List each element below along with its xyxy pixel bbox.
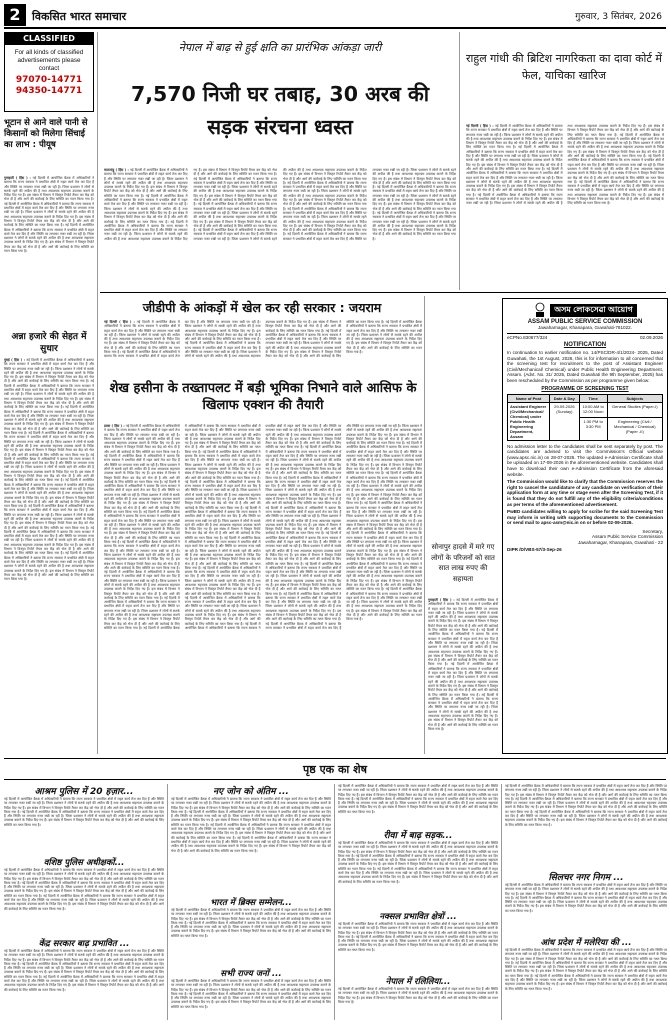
naye-body: नई दिल्ली में आयोजित बैठक में अधिकारियों ने बताया कि राज्य सरकार ने प्रभावित क्षेत्रों में राहत कार्य तेज कर दिए हैं और स्थिति पर लगातार नजर रखी जा रही है। जिला प्रशासन ने लोगों से सतर्क रहने की अपील की है तथा आवश्यक सहायता उपलब्ध कराने के निर्देश दिए गए हैं। इस संबंध में विभाग ने विस्तृत रिपोर्ट तैयार कर केंद्र को भेज दी है और आगे की कार्रवाई के लिए समिति का गठन किया गया है। नई दिल्ली में आयोजित बैठक में अधिकारियों ने बताया कि राज्य सरकार ने प्रभावित क्षेत्रों में राहत कार्य तेज कर दिए हैं और स्थिति पर लगातार नजर रखी जा रही है। जिला प्रशासन ने लोगों से सतर्क रहने की अपील की है तथा आवश्यक सहायता उपलब्ध कराने के निर्देश दिए गए हैं। इस संबंध में विभाग ने विस्तृत रिपोर्ट तैयार कर केंद्र को भेज दी है और आगे की कार्रवाई के लिए समिति का गठन किया गया है। नई दिल्ली में आयोजित बैठक में अधिकारियों ने बताया कि राज्य सरकार ने प्रभावित क्षेत्रों में राहत कार्य तेज कर दिए हैं और स्थिति पर लगातार नजर रखी जा रही है। जिला प्रशासन ने लोगों से सतर्क रहने की अपील की है तथा आवश्यक सहायता उपलब्ध कराने के निर्देश दिए गए हैं। इस संबंध में विभाग ने विस्तृत रिपोर्ट तैयार कर केंद्र को भेज दी है और आगे की कार्रवाई के लिए समिति का गठन किया गया है। नई दिल्ली में आयोजित बैठक में अधिकारियों ने बताया कि राज्य सरकार ने प्रभावित क्षेत्रों में राहत कार्य तेज कर दिए हैं और स्थिति पर लगातार नजर रखी जा रही है। जिला प्रशासन ने लोगों से सतर्क रहने की अपील की है तथा आवश्यक सहायता उपलब्ध कराने के निर्देश दिए गए हैं। इस संबंध में विभाग ने विस्तृत रिपोर्ट तैयार कर केंद्र को भेज दी है और आगे की कार्रवाई के लिए समिति का गठन किया गया है। (171, 797, 331, 853)
anna-body: मुंबई ( हिंस ) : नई दिल्ली में आयोजित बैठक में अधिकारियों ने बताया कि राज्य सरकार ने प्रभावित क्षेत्रों में राहत कार्य तेज कर दिए हैं और स्थिति पर लगातार नजर रखी जा रही है। जिला प्रशासन ने लोगों से सतर्क रहने की अपील की है तथा आवश्यक सहायता उपलब्ध कराने के निर्देश दिए गए हैं। इस संबंध में विभाग ने विस्तृत रिपोर्ट तैयार कर केंद्र को भेज दी है और आगे की कार्रवाई के लिए समिति का गठन किया गया है। नई दिल्ली में आयोजित बैठक में अधिकारियों ने बताया कि राज्य सरकार ने प्रभावित क्षेत्रों में राहत कार्य तेज कर दिए हैं और स्थिति पर लगातार नजर रखी जा रही है। जिला प्रशासन ने लोगों से सतर्क रहने की अपील की है तथा आवश्यक सहायता उपलब्ध कराने के निर्देश दिए गए हैं। इस संबंध में विभाग ने विस्तृत रिपोर्ट तैयार कर केंद्र को भेज दी है और आगे की कार्रवाई के लिए समिति का गठन किया गया है। नई दिल्ली में आयोजित बैठक में अधिकारियों ने बताया कि राज्य सरकार ने प्रभावित क्षेत्रों में राहत कार्य तेज कर दिए हैं और स्थिति पर लगातार नजर रखी जा रही है। जिला प्रशासन ने लोगों से सतर्क रहने की अपील की है तथा आवश्यक सहायता उपलब्ध कराने के निर्देश दिए गए हैं। इस संबंध में विभाग ने विस्तृत रिपोर्ट तैयार कर केंद्र को भेज दी है और आगे की कार्रवाई के लिए समिति का गठन किया गया है। नई दिल्ली में आयोजित बैठक में अधिकारियों ने बताया कि राज्य सरकार ने प्रभावित क्षेत्रों में राहत कार्य तेज कर दिए हैं और स्थिति पर लगातार नजर रखी जा रही है। जिला प्रशासन ने लोगों से सतर्क रहने की अपील की है तथा आवश्यक सहायता उपलब्ध कराने के निर्देश दिए गए हैं। इस संबंध में विभाग ने विस्तृत रिपोर्ट तैयार कर केंद्र को भेज दी है और आगे की कार्रवाई के लिए समिति का गठन किया गया है। नई दिल्ली में आयोजित बैठक में अधिकारियों ने बताया कि राज्य सरकार ने प्रभावित क्षेत्रों में राहत कार्य तेज कर दिए हैं और स्थिति पर लगातार नजर रखी जा रही है। जिला प्रशासन ने लोगों से सतर्क रहने की अपील की है तथा आवश्यक सहायता उपलब्ध कराने के निर्देश दिए गए हैं। इस संबंध में विभाग ने विस्तृत रिपोर्ट तैयार कर केंद्र को भेज दी है और आगे की कार्रवाई के लिए समिति का गठन किया गया है। नई दिल्ली में आयोजित बैठक में अधिकारियों ने बताया कि राज्य सरकार ने प्रभावित क्षेत्रों में राहत कार्य तेज कर दिए हैं और स्थिति पर लगातार नजर रखी जा रही है। जिला प्रशासन ने लोगों से सतर्क रहने की अपील की है तथा आवश्यक सहायता उपलब्ध कराने के निर्देश दिए गए हैं। इस संबंध में विभाग ने विस्तृत रिपोर्ट तैयार कर केंद्र को भेज दी है और आगे की कार्रवाई के लिए समिति का गठन किया गया है। नई दिल्ली में आयोजित बैठक में अधिकारियों ने बताया कि राज्य सरकार ने प्रभावित क्षेत्रों में राहत कार्य तेज कर दिए हैं और स्थिति पर लगातार नजर रखी जा रही है। जिला प्रशासन ने लोगों से सतर्क रहने की अपील की है तथा आवश्यक सहायता उपलब्ध कराने के निर्देश दिए गए हैं। इस संबंध में विभाग ने विस्तृत रिपोर्ट तैयार कर केंद्र को भेज दी है और आगे की कार्रवाई के लिए समिति का गठन किया गया है। नई दिल्ली में आयोजित बैठक में अधिकारियों ने बताया कि राज्य सरकार ने प्रभावित क्षेत्रों में राहत कार्य तेज कर दिए हैं और स्थिति पर लगातार नजर रखी जा रही है। जिला प्रशासन ने लोगों से सतर्क रहने की अपील की है तथा आवश्यक सहायता उपलब्ध कराने के निर्देश दिए गए हैं। इस संबंध में विभाग ने विस्तृत रिपोर्ट तैयार कर केंद्र को भेज दी है और आगे की कार्रवाई के लिए समिति का गठन किया गया है। नई दिल्ली में आयोजित बैठक में अधिकारियों ने बताया कि राज्य सरकार ने प्रभावित क्षेत्रों में राहत कार्य तेज कर दिए हैं और स्थिति पर लगातार नजर रखी जा रही है। जिला प्रशासन ने लोगों से सतर्क रहने की अपील की है तथा आवश्यक सहायता उपलब्ध कराने के निर्देश दिए गए हैं। इस संबंध में विभाग ने विस्तृत रिपोर्ट तैयार कर केंद्र को भेज दी है और आगे की कार्रवाई के लिए समिति का गठन किया गया है। (4, 358, 94, 582)
column-divider (167, 784, 168, 1020)
table-cell-subject: General Studies (Paper-I) (607, 402, 662, 418)
apsc-notice-body: In continuation to earlier notification no. 14/PSC/DR-4/1/2024- 2025, Dated Guwahati, the 1st August, 2026, this is for information to all concerned that the screening test for recruitment to the post of Assistant Engineer (Civil/Mechanical/ Chemical) under Public Health Engineering Department, Assam. (Advt. No. 31/ 2025, Dated Guwahati the 9th September, 2025) has been rescheduled by the Commission as per programme given below: (507, 350, 663, 383)
apsc-org-local: অসম লোকসেৱা আয়োগ (550, 304, 637, 317)
apsc-notice (502, 298, 668, 754)
table-header-cell: Name of Post (508, 394, 550, 402)
classified-phone-2: 94350-14771 (15, 86, 83, 96)
table-cell-time: 1:30 PM to 3:30 PM (579, 418, 607, 440)
apsc-para-4: PwBD candidates willing to apply for scribe for the said Screening Test may inform in writing with supporting documents to the Commission or send mail to apsc-asm@nic.in on or before 02-09-2026. (507, 509, 663, 526)
classified-box (4, 32, 94, 112)
silchar-headline: सिलचर नगर निगम ... (548, 873, 624, 883)
ashram-subhead: वशिष्ठ पुलिस अधीक्षकों... (43, 858, 125, 868)
nepal-kicker: नेपाल में बाढ़ से हुई क्षति का प्रारंभिक आंकड़ा जारी (178, 41, 382, 54)
apsc-dipr: DIPR /D/VBS-57/3-Sep-26 (507, 546, 562, 552)
apsc-ref: eCPNo.830677/324 (507, 335, 548, 340)
reeva-subhead-2: नेपाल में रलिलिया... (385, 977, 451, 987)
table-cell-date: 29-09-2026 (Sunday) (550, 402, 580, 440)
apsc-signatory: Secretary, (642, 528, 663, 534)
reeva-subhead: नक्सल प्रभावित क्षेत्रों ... (379, 912, 457, 922)
table-header-cell: Subjects (607, 394, 662, 402)
apsc-signatory-org: Assam Public Service Commission (592, 534, 663, 540)
column-divider (501, 784, 502, 1020)
naye-subhead: भारत में ब्रिक्स सम्मेलन... (210, 898, 292, 908)
apsc-signatory-address: Jawaharnagar, Khanapara, Guwahati - 22 (577, 540, 663, 546)
apsc-date: 02.09.2026 (640, 335, 663, 340)
column-divider (424, 296, 425, 754)
nepal-body: काठमांडू ( हिंस ) : नई दिल्ली में आयोजित बैठक में अधिकारियों ने बताया कि राज्य सरकार ने प्रभावित क्षेत्रों में राहत कार्य तेज कर दिए हैं और स्थिति पर लगातार नजर रखी जा रही है। जिला प्रशासन ने लोगों से सतर्क रहने की अपील की है तथा आवश्यक सहायता उपलब्ध कराने के निर्देश दिए गए हैं। इस संबंध में विभाग ने विस्तृत रिपोर्ट तैयार कर केंद्र को भेज दी है और आगे की कार्रवाई के लिए समिति का गठन किया गया है। नई दिल्ली में आयोजित बैठक में अधिकारियों ने बताया कि राज्य सरकार ने प्रभावित क्षेत्रों में राहत कार्य तेज कर दिए हैं और स्थिति पर लगातार नजर रखी जा रही है। जिला प्रशासन ने लोगों से सतर्क रहने की अपील की है तथा आवश्यक सहायता उपलब्ध कराने के निर्देश दिए गए हैं। इस संबंध में विभाग ने विस्तृत रिपोर्ट तैयार कर केंद्र को भेज दी है और आगे की कार्रवाई के लिए समिति का गठन किया गया है। नई दिल्ली में आयोजित बैठक में अधिकारियों ने बताया कि राज्य सरकार ने प्रभावित क्षेत्रों में राहत कार्य तेज कर दिए हैं और स्थिति पर लगातार नजर रखी जा रही है। जिला प्रशासन ने लोगों से सतर्क रहने की अपील की है तथा आवश्यक सहायता उपलब्ध कराने के निर्देश दिए गए हैं। इस संबंध में विभाग ने विस्तृत रिपोर्ट तैयार कर केंद्र को भेज दी है और आगे की कार्रवाई के लिए समिति का गठन किया गया है। नई दिल्ली में आयोजित बैठक में अधिकारियों ने बताया कि राज्य सरकार ने प्रभावित क्षेत्रों में राहत कार्य तेज कर दिए हैं और स्थिति पर लगातार नजर रखी जा रही है। जिला प्रशासन ने लोगों से सतर्क रहने की अपील की है तथा आवश्यक सहायता उपलब्ध कराने के निर्देश दिए गए हैं। इस संबंध में विभाग ने विस्तृत रिपोर्ट तैयार कर केंद्र को भेज दी है और आगे की कार्रवाई के लिए समिति का गठन किया गया है। नई दिल्ली में आयोजित बैठक में अधिकारियों ने बताया कि राज्य सरकार ने प्रभावित क्षेत्रों में राहत कार्य तेज कर दिए हैं और स्थिति पर लगातार नजर रखी जा रही है। जिला प्रशासन ने लोगों से सतर्क रहने की अपील की है तथा आवश्यक सहायता उपलब्ध कराने के निर्देश दिए गए हैं। इस संबंध में विभाग ने विस्तृत रिपोर्ट तैयार कर केंद्र को भेज दी है और आगे की कार्रवाई के लिए समिति का गठन किया गया है। नई दिल्ली में आयोजित बैठक में अधिकारियों ने बताया कि राज्य सरकार ने प्रभावित क्षेत्रों में राहत कार्य तेज कर दिए हैं और स्थिति पर लगातार नजर रखी जा रही है। जिला प्रशासन ने लोगों से सतर्क रहने की अपील की है तथा आवश्यक सहायता उपलब्ध कराने के निर्देश दिए गए हैं। इस संबंध में विभाग ने विस्तृत रिपोर्ट तैयार कर केंद्र को भेज दी है और आगे की कार्रवाई के लिए समिति का गठन किया गया है। नई दिल्ली में आयोजित बैठक में अधिकारियों ने बताया कि राज्य सरकार ने प्रभावित क्षेत्रों में राहत कार्य तेज कर दिए हैं और स्थिति पर लगातार नजर रखी जा रही है। जिला प्रशासन ने लोगों से सतर्क रहने की अपील की है तथा आवश्यक सहायता उपलब्ध कराने के निर्देश दिए गए हैं। इस संबंध में विभाग ने विस्तृत रिपोर्ट तैयार कर केंद्र को भेज दी है और आगे की कार्रवाई के लिए समिति का गठन किया गया है। नई दिल्ली में आयोजित बैठक में अधिकारियों ने बताया कि राज्य सरकार ने प्रभावित क्षेत्रों में राहत कार्य तेज कर दिए हैं और स्थिति पर लगातार नजर रखी जा रही है। जिला प्रशासन ने लोगों से सतर्क रहने की अपील की है तथा आवश्यक सहायता उपलब्ध कराने के निर्देश दिए गए हैं। इस संबंध में विभाग ने विस्तृत रिपोर्ट तैयार कर केंद्र को भेज दी है और आगे की कार्रवाई के लिए समिति का गठन किया गया है। नई दिल्ली में आयोजित बैठक में अधिकारियों ने बताया कि राज्य सरकार ने प्रभावित क्षेत्रों में राहत कार्य तेज कर दिए हैं और स्थिति पर लगातार नजर रखी जा रही है। जिला प्रशासन ने लोगों से सतर्क रहने की अपील की है तथा आवश्यक सहायता उपलब्ध कराने के निर्देश दिए गए हैं। इस संबंध में विभाग ने विस्तृत रिपोर्ट तैयार कर केंद्र को भेज दी है और आगे की कार्रवाई के लिए समिति का गठन किया गया है। नई दिल्ली में आयोजित बैठक में अधिकारियों ने बताया कि राज्य सरकार ने प्रभावित क्षेत्रों में राहत कार्य तेज कर दिए हैं और स्थिति पर लगातार नजर रखी जा रही है। जिला प्रशासन ने लोगों से सतर्क रहने की अपील की है तथा आवश्यक सहायता उपलब्ध कराने के निर्देश दिए गए हैं। इस संबंध में विभाग ने विस्तृत रिपोर्ट तैयार कर केंद्र को भेज दी है और आगे की कार्रवाई के लिए समिति का गठन किया गया है। नई दिल्ली में आयोजित बैठक में अधिकारियों ने बताया कि राज्य सरकार ने प्रभावित क्षेत्रों में राहत कार्य तेज कर दिए हैं और स्थिति पर लगातार नजर रखी जा रही है। जिला प्रशासन ने लोगों से सतर्क रहने की अपील की है तथा आवश्यक सहायता उपलब्ध कराने के निर्देश दिए गए हैं। इस संबंध में विभाग ने विस्तृत रिपोर्ट तैयार कर केंद्र को भेज दी है और आगे की कार्रवाई के लिए समिति का गठन किया गया है। (104, 168, 456, 241)
silchar-body: नई दिल्ली में आयोजित बैठक में अधिकारियों ने बताया कि राज्य सरकार ने प्रभावित क्षेत्रों में राहत कार्य तेज कर दिए हैं और स्थिति पर लगातार नजर रखी जा रही है। जिला प्रशासन ने लोगों से सतर्क रहने की अपील की है तथा आवश्यक सहायता उपलब्ध कराने के निर्देश दिए गए हैं। इस संबंध में विभाग ने विस्तृत रिपोर्ट तैयार कर केंद्र को भेज दी है और आगे की कार्रवाई के लिए समिति का गठन किया गया है। नई दिल्ली में आयोजित बैठक में अधिकारियों ने बताया कि राज्य सरकार ने प्रभावित क्षेत्रों में राहत कार्य तेज कर दिए हैं और स्थिति पर लगातार नजर रखी जा रही है। जिला प्रशासन ने लोगों से सतर्क रहने की अपील की है तथा आवश्यक सहायता उपलब्ध कराने के निर्देश दिए गए हैं। इस संबंध में विभाग ने विस्तृत रिपोर्ट तैयार कर केंद्र को भेज दी है और आगे की कार्रवाई के लिए समिति का गठन किया गया है। (505, 883, 667, 913)
naye-sub-body-2: नई दिल्ली में आयोजित बैठक में अधिकारियों ने बताया कि राज्य सरकार ने प्रभावित क्षेत्रों में राहत कार्य तेज कर दिए हैं और स्थिति पर लगातार नजर रखी जा रही है। जिला प्रशासन ने लोगों से सतर्क रहने की अपील की है तथा आवश्यक सहायता उपलब्ध कराने के निर्देश दिए गए हैं। इस संबंध में विभाग ने विस्तृत रिपोर्ट तैयार कर केंद्र को भेज दी है और आगे की कार्रवाई के लिए समिति का गठन किया गया है। नई दिल्ली में आयोजित बैठक में अधिकारियों ने बताया कि राज्य सरकार ने प्रभावित क्षेत्रों में राहत कार्य तेज कर दिए हैं और स्थिति पर लगातार नजर रखी जा रही है। जिला प्रशासन ने लोगों से सतर्क रहने की अपील की है तथा आवश्यक सहायता उपलब्ध कराने के निर्देश दिए गए हैं। इस संबंध में विभाग ने विस्तृत रिपोर्ट तैयार कर केंद्र को भेज दी है और आगे की कार्रवाई के लिए समिति का गठन किया गया है। (171, 979, 331, 1009)
apsc-notice-title: NOTIFICATION (563, 342, 607, 348)
hasina-headline: शेख हसीना के तख्तापलट में बड़ी भूमिका निभाने वाले आसिफ के खिलाफ एक्शन की तैयारी (109, 381, 417, 413)
ashram-headline: आश्रम पुलिस में 20 हज़ार... (34, 787, 134, 797)
col3-top-body: नई दिल्ली में आयोजित बैठक में अधिकारियों ने बताया कि राज्य सरकार ने प्रभावित क्षेत्रों में राहत कार्य तेज कर दिए हैं और स्थिति पर लगातार नजर रखी जा रही है। जिला प्रशासन ने लोगों से सतर्क रहने की अपील की है तथा आवश्यक सहायता उपलब्ध कराने के निर्देश दिए गए हैं। इस संबंध में विभाग ने विस्तृत रिपोर्ट तैयार कर केंद्र को भेज दी है और आगे की कार्रवाई के लिए समिति का गठन किया गया है। नई दिल्ली में आयोजित बैठक में अधिकारियों ने बताया कि राज्य सरकार ने प्रभावित क्षेत्रों में राहत कार्य तेज कर दिए हैं और स्थिति पर लगातार नजर रखी जा रही है। जिला प्रशासन ने लोगों से सतर्क रहने की अपील की है तथा आवश्यक सहायता उपलब्ध कराने के निर्देश दिए गए हैं। इस संबंध में विभाग ने विस्तृत रिपोर्ट तैयार कर केंद्र को भेज दी है और आगे की कार्रवाई के लिए समिति का गठन किया गया है। (338, 784, 498, 814)
silchar-sub-body: नई दिल्ली में आयोजित बैठक में अधिकारियों ने बताया कि राज्य सरकार ने प्रभावित क्षेत्रों में राहत कार्य तेज कर दिए हैं और स्थिति पर लगातार नजर रखी जा रही है। जिला प्रशासन ने लोगों से सतर्क रहने की अपील की है तथा आवश्यक सहायता उपलब्ध कराने के निर्देश दिए गए हैं। इस संबंध में विभाग ने विस्तृत रिपोर्ट तैयार कर केंद्र को भेज दी है और आगे की कार्रवाई के लिए समिति का गठन किया गया है। नई दिल्ली में आयोजित बैठक में अधिकारियों ने बताया कि राज्य सरकार ने प्रभावित क्षेत्रों में राहत कार्य तेज कर दिए हैं और स्थिति पर लगातार नजर रखी जा रही है। जिला प्रशासन ने लोगों से सतर्क रहने की अपील की है तथा आवश्यक सहायता उपलब्ध कराने के निर्देश दिए गए हैं। इस संबंध में विभाग ने विस्तृत रिपोर्ट तैयार कर केंद्र को भेज दी है और आगे की कार्रवाई के लिए समिति का गठन किया गया है। नई दिल्ली में आयोजित बैठक में अधिकारियों ने बताया कि राज्य सरकार ने प्रभावित क्षेत्रों में राहत कार्य तेज कर दिए हैं और स्थिति पर लगातार नजर रखी जा रही है। जिला प्रशासन ने लोगों से सतर्क रहने की अपील की है तथा आवश्यक सहायता उपलब्ध कराने के निर्देश दिए गए हैं। इस संबंध में विभाग ने विस्तृत रिपोर्ट तैयार कर केंद्र को भेज दी है और आगे की कार्रवाई के लिए समिति का गठन किया गया है। (505, 948, 667, 991)
column-divider (97, 32, 98, 754)
ashram-sub-body-2: नई दिल्ली में आयोजित बैठक में अधिकारियों ने बताया कि राज्य सरकार ने प्रभावित क्षेत्रों में राहत कार्य तेज कर दिए हैं और स्थिति पर लगातार नजर रखी जा रही है। जिला प्रशासन ने लोगों से सतर्क रहने की अपील की है तथा आवश्यक सहायता उपलब्ध कराने के निर्देश दिए गए हैं। इस संबंध में विभाग ने विस्तृत रिपोर्ट तैयार कर केंद्र को भेज दी है और आगे की कार्रवाई के लिए समिति का गठन किया गया है। नई दिल्ली में आयोजित बैठक में अधिकारियों ने बताया कि राज्य सरकार ने प्रभावित क्षेत्रों में राहत कार्य तेज कर दिए हैं और स्थिति पर लगातार नजर रखी जा रही है। जिला प्रशासन ने लोगों से सतर्क रहने की अपील की है तथा आवश्यक सहायता उपलब्ध कराने के निर्देश दिए गए हैं। इस संबंध में विभाग ने विस्तृत रिपोर्ट तैयार कर केंद्र को भेज दी है और आगे की कार्रवाई के लिए समिति का गठन किया गया है। नई दिल्ली में आयोजित बैठक में अधिकारियों ने बताया कि राज्य सरकार ने प्रभावित क्षेत्रों में राहत कार्य तेज कर दिए हैं और स्थिति पर लगातार नजर रखी जा रही है। जिला प्रशासन ने लोगों से सतर्क रहने की अपील की है तथा आवश्यक सहायता उपलब्ध कराने के निर्देश दिए गए हैं। इस संबंध में विभाग ने विस्तृत रिपोर्ट तैयार कर केंद्र को भेज दी है और आगे की कार्रवाई के लिए समिति का गठन किया गया है। (4, 949, 164, 992)
apsc-address: Jawaharnagar, Khanapara, Guwahati-781022. (538, 325, 632, 330)
hasina-body: ढाका ( हिंस ) : नई दिल्ली में आयोजित बैठक में अधिकारियों ने बताया कि राज्य सरकार ने प्रभावित क्षेत्रों में राहत कार्य तेज कर दिए हैं और स्थिति पर लगातार नजर रखी जा रही है। जिला प्रशासन ने लोगों से सतर्क रहने की अपील की है तथा आवश्यक सहायता उपलब्ध कराने के निर्देश दिए गए हैं। इस संबंध में विभाग ने विस्तृत रिपोर्ट तैयार कर केंद्र को भेज दी है और आगे की कार्रवाई के लिए समिति का गठन किया गया है। नई दिल्ली में आयोजित बैठक में अधिकारियों ने बताया कि राज्य सरकार ने प्रभावित क्षेत्रों में राहत कार्य तेज कर दिए हैं और स्थिति पर लगातार नजर रखी जा रही है। जिला प्रशासन ने लोगों से सतर्क रहने की अपील की है तथा आवश्यक सहायता उपलब्ध कराने के निर्देश दिए गए हैं। इस संबंध में विभाग ने विस्तृत रिपोर्ट तैयार कर केंद्र को भेज दी है और आगे की कार्रवाई के लिए समिति का गठन किया गया है। नई दिल्ली में आयोजित बैठक में अधिकारियों ने बताया कि राज्य सरकार ने प्रभावित क्षेत्रों में राहत कार्य तेज कर दिए हैं और स्थिति पर लगातार नजर रखी जा रही है। जिला प्रशासन ने लोगों से सतर्क रहने की अपील की है तथा आवश्यक सहायता उपलब्ध कराने के निर्देश दिए गए हैं। इस संबंध में विभाग ने विस्तृत रिपोर्ट तैयार कर केंद्र को भेज दी है और आगे की कार्रवाई के लिए समिति का गठन किया गया है। नई दिल्ली में आयोजित बैठक में अधिकारियों ने बताया कि राज्य सरकार ने प्रभावित क्षेत्रों में राहत कार्य तेज कर दिए हैं और स्थिति पर लगातार नजर रखी जा रही है। जिला प्रशासन ने लोगों से सतर्क रहने की अपील की है तथा आवश्यक सहायता उपलब्ध कराने के निर्देश दिए गए हैं। इस संबंध में विभाग ने विस्तृत रिपोर्ट तैयार कर केंद्र को भेज दी है और आगे की कार्रवाई के लिए समिति का गठन किया गया है। नई दिल्ली में आयोजित बैठक में अधिकारियों ने बताया कि राज्य सरकार ने प्रभावित क्षेत्रों में राहत कार्य तेज कर दिए हैं और स्थिति पर लगातार नजर रखी जा रही है। जिला प्रशासन ने लोगों से सतर्क रहने की अपील की है तथा आवश्यक सहायता उपलब्ध कराने के निर्देश दिए गए हैं। इस संबंध में विभाग ने विस्तृत रिपोर्ट तैयार कर केंद्र को भेज दी है और आगे की कार्रवाई के लिए समिति का गठन किया गया है। नई दिल्ली में आयोजित बैठक में अधिकारियों ने बताया कि राज्य सरकार ने प्रभावित क्षेत्रों में राहत कार्य तेज कर दिए हैं और स्थिति पर लगातार नजर रखी जा रही है। जिला प्रशासन ने लोगों से सतर्क रहने की अपील की है तथा आवश्यक सहायता उपलब्ध कराने के निर्देश दिए गए हैं। इस संबंध में विभाग ने विस्तृत रिपोर्ट तैयार कर केंद्र को भेज दी है और आगे की कार्रवाई के लिए समिति का गठन किया गया है। नई दिल्ली में आयोजित बैठक में अधिकारियों ने बताया कि राज्य सरकार ने प्रभावित क्षेत्रों में राहत कार्य तेज कर दिए हैं और स्थिति पर लगातार नजर रखी जा रही है। जिला प्रशासन ने लोगों से सतर्क रहने की अपील की है तथा आवश्यक सहायता उपलब्ध कराने के निर्देश दिए गए हैं। इस संबंध में विभाग ने विस्तृत रिपोर्ट तैयार कर केंद्र को भेज दी है और आगे की कार्रवाई के लिए समिति का गठन किया गया है। नई दिल्ली में आयोजित बैठक में अधिकारियों ने बताया कि राज्य सरकार ने प्रभावित क्षेत्रों में राहत कार्य तेज कर दिए हैं और स्थिति पर लगातार नजर रखी जा रही है। जिला प्रशासन ने लोगों से सतर्क रहने की अपील की है तथा आवश्यक सहायता उपलब्ध कराने के निर्देश दिए गए हैं। इस संबंध में विभाग ने विस्तृत रिपोर्ट तैयार कर केंद्र को भेज दी है और आगे की कार्रवाई के लिए समिति का गठन किया गया है। नई दिल्ली में आयोजित बैठक में अधिकारियों ने बताया कि राज्य सरकार ने प्रभावित क्षेत्रों में राहत कार्य तेज कर दिए हैं और स्थिति पर लगातार नजर रखी जा रही है। जिला प्रशासन ने लोगों से सतर्क रहने की अपील की है तथा आवश्यक सहायता उपलब्ध कराने के निर्देश दिए गए हैं। इस संबंध में विभाग ने विस्तृत रिपोर्ट तैयार कर केंद्र को भेज दी है और आगे की कार्रवाई के लिए समिति का गठन किया गया है। नई दिल्ली में आयोजित बैठक में अधिकारियों ने बताया कि राज्य सरकार ने प्रभावित क्षेत्रों में राहत कार्य तेज कर दिए हैं और स्थिति पर लगातार नजर रखी जा रही है। जिला प्रशासन ने लोगों से सतर्क रहने की अपील की है तथा आवश्यक सहायता उपलब्ध कराने के निर्देश दिए गए हैं। इस संबंध में विभाग ने विस्तृत रिपोर्ट तैयार कर केंद्र को भेज दी है और आगे की कार्रवाई के लिए समिति का गठन किया गया है। नई दिल्ली में आयोजित बैठक में अधिकारियों ने बताया कि राज्य सरकार ने प्रभावित क्षेत्रों में राहत कार्य तेज कर दिए हैं और स्थिति पर लगातार नजर रखी जा रही है। जिला प्रशासन ने लोगों से सतर्क रहने की अपील की है तथा आवश्यक सहायता उपलब्ध कराने के निर्देश दिए गए हैं। इस संबंध में विभाग ने विस्तृत रिपोर्ट तैयार कर केंद्र को भेज दी है और आगे की कार्रवाई के लिए समिति का गठन किया गया है। नई दिल्ली में आयोजित बैठक में अधिकारियों ने बताया कि राज्य सरकार ने प्रभावित क्षेत्रों में राहत कार्य तेज कर दिए हैं और स्थिति पर लगातार नजर रखी जा रही है। जिला प्रशासन ने लोगों से सतर्क रहने की अपील की है तथा आवश्यक सहायता उपलब्ध कराने के निर्देश दिए गए हैं। इस संबंध में विभाग ने विस्तृत रिपोर्ट तैयार कर केंद्र को भेज दी है और आगे की कार्रवाई के लिए समिति का गठन किया गया है। नई दिल्ली में आयोजित बैठक में अधिकारियों ने बताया कि राज्य सरकार ने प्रभावित क्षेत्रों में राहत कार्य तेज कर दिए हैं और स्थिति पर लगातार नजर रखी जा रही है। जिला प्रशासन ने लोगों से सतर्क रहने की अपील की है तथा आवश्यक सहायता उपलब्ध कराने के निर्देश दिए गए हैं। इस संबंध में विभाग ने विस्तृत रिपोर्ट तैयार कर केंद्र को भेज दी है और आगे की कार्रवाई के लिए समिति का गठन किया गया है। नई दिल्ली में आयोजित बैठक में अधिकारियों ने बताया कि राज्य सरकार ने प्रभावित क्षेत्रों में राहत कार्य तेज कर दिए हैं और स्थिति पर लगातार नजर रखी जा रही है। जिला प्रशासन ने लोगों से सतर्क रहने की अपील की है तथा आवश्यक सहायता उपलब्ध कराने के निर्देश दिए गए हैं। इस संबंध में विभाग ने विस्तृत रिपोर्ट तैयार कर केंद्र को भेज दी है और आगे की कार्रवाई के लिए समिति का गठन किया गया है। नई दिल्ली में आयोजित बैठक में अधिकारियों ने बताया कि राज्य सरकार ने प्रभावित क्षेत्रों में राहत कार्य तेज कर दिए हैं और स्थिति पर लगातार नजर रखी जा रही है। जिला प्रशासन ने लोगों से सतर्क रहने की अपील की है तथा आवश्यक सहायता उपलब्ध कराने के निर्देश दिए गए हैं। इस संबंध में विभाग ने विस्तृत रिपोर्ट तैयार कर केंद्र को भेज दी है और आगे की कार्रवाई के लिए समिति का गठन किया गया है। नई दिल्ली में आयोजित बैठक में अधिकारियों ने बताया कि राज्य सरकार ने प्रभावित क्षेत्रों में राहत कार्य तेज कर दिए हैं और स्थिति पर लगातार नजर रखी जा रही है। जिला प्रशासन ने लोगों से सतर्क रहने की अपील की है तथा आवश्यक सहायता उपलब्ध कराने के निर्देश दिए गए हैं। इस संबंध में विभाग ने विस्तृत रिपोर्ट तैयार कर केंद्र को भेज दी है और आगे की कार्रवाई के लिए समिति का गठन किया गया है। नई दिल्ली में आयोजित बैठक में अधिकारियों ने बताया कि राज्य सरकार ने प्रभावित क्षेत्रों में राहत कार्य तेज कर दिए हैं और स्थिति पर लगातार नजर रखी जा रही है। जिला प्रशासन ने लोगों से सतर्क रहने की अपील की है तथा आवश्यक सहायता उपलब्ध कराने के निर्देश दिए गए हैं। इस संबंध में विभाग ने विस्तृत रिपोर्ट तैयार कर केंद्र को भेज दी है और आगे की कार्रवाई के लिए समिति का गठन किया गया है। नई दिल्ली में आयोजित बैठक में अधिकारियों ने बताया कि राज्य सरकार ने प्रभावित क्षेत्रों में राहत कार्य तेज कर दिए हैं और स्थिति पर लगातार नजर रखी जा रही है। जिला प्रशासन ने लोगों से सतर्क रहने की अपील की है तथा आवश्यक सहायता उपलब्ध कराने के निर्देश दिए गए हैं। इस संबंध में विभाग ने विस्तृत रिपोर्ट तैयार कर केंद्र को भेज दी है और आगे की कार्रवाई के लिए समिति का गठन किया गया है। नई दिल्ली में आयोजित बैठक में अधिकारियों ने बताया कि राज्य सरकार ने प्रभावित क्षेत्रों में राहत कार्य तेज कर दिए हैं और स्थिति पर लगातार नजर रखी जा रही है। जिला प्रशासन ने लोगों से सतर्क रहने की अपील की है तथा आवश्यक सहायता उपलब्ध कराने के निर्देश दिए गए हैं। इस संबंध में विभाग ने विस्तृत रिपोर्ट तैयार कर केंद्र को भेज दी है और आगे की कार्रवाई के लिए समिति का गठन किया गया है। नई दिल्ली में आयोजित बैठक में अधिकारियों ने बताया कि राज्य सरकार ने प्रभावित क्षेत्रों में राहत कार्य तेज कर दिए हैं और स्थिति पर लगातार नजर रखी जा रही है। जिला प्रशासन ने लोगों से सतर्क रहने की अपील की है तथा आवश्यक सहायता उपलब्ध कराने के निर्देश दिए गए हैं। इस संबंध में विभाग ने विस्तृत रिपोर्ट तैयार कर केंद्र को भेज दी है और आगे की कार्रवाई के लिए समिति का गठन किया गया है। नई दिल्ली में आयोजित बैठक में अधिकारियों ने बताया कि राज्य सरकार ने प्रभावित क्षेत्रों में राहत कार्य तेज कर दिए हैं और स्थिति पर लगातार नजर रखी जा रही है। जिला प्रशासन ने लोगों से सतर्क रहने की अपील की है तथा आवश्यक सहायता उपलब्ध कराने के निर्देश दिए गए हैं। इस संबंध में विभाग ने विस्तृत रिपोर्ट तैयार कर केंद्र को भेज दी है और आगे की कार्रवाई के लिए समिति का गठन किया गया है। नई दिल्ली में आयोजित बैठक में अधिकारियों ने बताया कि राज्य सरकार ने प्रभावित क्षेत्रों में राहत कार्य तेज कर दिए हैं और स्थिति पर लगातार नजर रखी जा रही है। जिला प्रशासन ने लोगों से सतर्क रहने की अपील की है तथा आवश्यक सहायता उपलब्ध कराने के निर्देश दिए गए हैं। इस संबंध में विभाग ने विस्तृत रिपोर्ट तैयार कर केंद्र को भेज दी है और आगे की कार्रवाई के लिए समिति का गठन किया गया है। नई दिल्ली में आयोजित बैठक में अधिकारियों ने बताया कि राज्य सरकार ने प्रभावित क्षेत्रों में राहत कार्य तेज कर दिए हैं और स्थिति पर लगातार नजर रखी जा रही है। जिला प्रशासन ने लोगों से सतर्क रहने की अपील की है तथा आवश्यक सहायता उपलब्ध कराने के निर्देश दिए गए हैं। इस संबंध में विभाग ने विस्तृत रिपोर्ट तैयार कर केंद्र को भेज दी है और आगे की कार्रवाई के लिए समिति का गठन किया गया है। नई दिल्ली में आयोजित बैठक में अधिकारियों ने बताया कि राज्य सरकार ने प्रभावित क्षेत्रों में राहत कार्य तेज कर दिए हैं और स्थिति पर लगातार नजर रखी जा रही है। जिला प्रशासन ने लोगों से सतर्क रहने की अपील की है तथा आवश्यक सहायता उपलब्ध कराने के निर्देश दिए गए हैं। इस संबंध में विभाग ने विस्तृत रिपोर्ट तैयार कर केंद्र को भेज दी है और आगे की कार्रवाई के लिए समिति का गठन किया गया है। नई दिल्ली में आयोजित बैठक में अधिकारियों ने बताया कि राज्य सरकार ने प्रभावित क्षेत्रों में राहत कार्य तेज कर दिए हैं और स्थिति पर लगातार नजर रखी जा रही है। जिला प्रशासन ने लोगों से सतर्क रहने की अपील की है तथा आवश्यक सहायता उपलब्ध कराने के निर्देश दिए गए हैं। इस संबंध में विभाग ने विस्तृत रिपोर्ट तैयार कर केंद्र को भेज दी है और आगे की कार्रवाई के लिए समिति का गठन किया गया है। नई दिल्ली में आयोजित बैठक में अधिकारियों ने बताया कि राज्य सरकार ने प्रभावित क्षेत्रों में राहत कार्य तेज कर दिए हैं और स्थिति पर लगातार नजर रखी जा रही है। जिला प्रशासन ने लोगों से सतर्क रहने की अपील की है तथा आवश्यक सहायता उपलब्ध कराने के निर्देश दिए गए हैं। इस संबंध में विभाग ने विस्तृत रिपोर्ट तैयार कर केंद्र को भेज दी है और आगे की कार्रवाई के लिए समिति का गठन किया गया है। नई दिल्ली में आयोजित बैठक में अधिकारियों ने बताया कि राज्य सरकार ने प्रभावित क्षेत्रों में राहत कार्य तेज कर दिए हैं और स्थिति पर लगातार नजर रखी जा रही है। जिला प्रशासन ने लोगों से सतर्क रहने की अपील की है तथा आवश्यक सहायता उपलब्ध कराने के निर्देश दिए गए हैं। इस संबंध में विभाग ने विस्तृत रिपोर्ट तैयार कर केंद्र को भेज दी है और आगे की कार्रवाई के लिए समिति का गठन किया गया है। नई दिल्ली में आयोजित बैठक में अधिकारियों ने बताया कि राज्य सरकार ने प्रभावित क्षेत्रों में राहत कार्य तेज कर दिए हैं और स्थिति पर लगातार नजर रखी जा रही है। जिला प्रशासन ने लोगों से सतर्क रहने की अपील की है तथा आवश्यक सहायता उपलब्ध कराने के निर्देश दिए गए हैं। इस संबंध में विभाग ने विस्तृत रिपोर्ट तैयार कर केंद्र को भेज दी है और आगे की कार्रवाई के लिए समिति का गठन किया गया है। (104, 424, 422, 630)
table-row (508, 402, 663, 418)
ashram-subhead-2: केंद्र सरकार बाढ़ प्रभावित ... (38, 939, 130, 949)
table-cell-post: Assistant Engineer (Civil/Mechanical/ Chemical) under Public Health Engineering Department, Assam (508, 402, 550, 440)
classified-text: For all kinds of classified advertisements please contact (14, 49, 84, 72)
table-header-cell: Time (579, 394, 607, 402)
reeva-sub-body-2: नई दिल्ली में आयोजित बैठक में अधिकारियों ने बताया कि राज्य सरकार ने प्रभावित क्षेत्रों में राहत कार्य तेज कर दिए हैं और स्थिति पर लगातार नजर रखी जा रही है। जिला प्रशासन ने लोगों से सतर्क रहने की अपील की है तथा आवश्यक सहायता उपलब्ध कराने के निर्देश दिए गए हैं। इस संबंध में विभाग ने विस्तृत रिपोर्ट तैयार कर केंद्र को भेज दी है और आगे की कार्रवाई के लिए समिति का गठन किया गया है। (338, 987, 498, 1004)
masthead-title: विकसित भारत समाचार (32, 10, 127, 23)
rahul-body: नई दिल्ली ( हिंस ) : नई दिल्ली में आयोजित बैठक में अधिकारियों ने बताया कि राज्य सरकार ने प्रभावित क्षेत्रों में राहत कार्य तेज कर दिए हैं और स्थिति पर लगातार नजर रखी जा रही है। जिला प्रशासन ने लोगों से सतर्क रहने की अपील की है तथा आवश्यक सहायता उपलब्ध कराने के निर्देश दिए गए हैं। इस संबंध में विभाग ने विस्तृत रिपोर्ट तैयार कर केंद्र को भेज दी है और आगे की कार्रवाई के लिए समिति का गठन किया गया है। नई दिल्ली में आयोजित बैठक में अधिकारियों ने बताया कि राज्य सरकार ने प्रभावित क्षेत्रों में राहत कार्य तेज कर दिए हैं और स्थिति पर लगातार नजर रखी जा रही है। जिला प्रशासन ने लोगों से सतर्क रहने की अपील की है तथा आवश्यक सहायता उपलब्ध कराने के निर्देश दिए गए हैं। इस संबंध में विभाग ने विस्तृत रिपोर्ट तैयार कर केंद्र को भेज दी है और आगे की कार्रवाई के लिए समिति का गठन किया गया है। नई दिल्ली में आयोजित बैठक में अधिकारियों ने बताया कि राज्य सरकार ने प्रभावित क्षेत्रों में राहत कार्य तेज कर दिए हैं और स्थिति पर लगातार नजर रखी जा रही है। जिला प्रशासन ने लोगों से सतर्क रहने की अपील की है तथा आवश्यक सहायता उपलब्ध कराने के निर्देश दिए गए हैं। इस संबंध में विभाग ने विस्तृत रिपोर्ट तैयार कर केंद्र को भेज दी है और आगे की कार्रवाई के लिए समिति का गठन किया गया है। नई दिल्ली में आयोजित बैठक में अधिकारियों ने बताया कि राज्य सरकार ने प्रभावित क्षेत्रों में राहत कार्य तेज कर दिए हैं और स्थिति पर लगातार नजर रखी जा रही है। जिला प्रशासन ने लोगों से सतर्क रहने की अपील की है तथा आवश्यक सहायता उपलब्ध कराने के निर्देश दिए गए हैं। इस संबंध में विभाग ने विस्तृत रिपोर्ट तैयार कर केंद्र को भेज दी है और आगे की कार्रवाई के लिए समिति का गठन किया गया है। नई दिल्ली में आयोजित बैठक में अधिकारियों ने बताया कि राज्य सरकार ने प्रभावित क्षेत्रों में राहत कार्य तेज कर दिए हैं और स्थिति पर लगातार नजर रखी जा रही है। जिला प्रशासन ने लोगों से सतर्क रहने की अपील की है तथा आवश्यक सहायता उपलब्ध कराने के निर्देश दिए गए हैं। इस संबंध में विभाग ने विस्तृत रिपोर्ट तैयार कर केंद्र को भेज दी है और आगे की कार्रवाई के लिए समिति का गठन किया गया है। नई दिल्ली में आयोजित बैठक में अधिकारियों ने बताया कि राज्य सरकार ने प्रभावित क्षेत्रों में राहत कार्य तेज कर दिए हैं और स्थिति पर लगातार नजर रखी जा रही है। जिला प्रशासन ने लोगों से सतर्क रहने की अपील की है तथा आवश्यक सहायता उपलब्ध कराने के निर्देश दिए गए हैं। इस संबंध में विभाग ने विस्तृत रिपोर्ट तैयार कर केंद्र को भेज दी है और आगे की कार्रवाई के लिए समिति का गठन किया गया है। नई दिल्ली में आयोजित बैठक में अधिकारियों ने बताया कि राज्य सरकार ने प्रभावित क्षेत्रों में राहत कार्य तेज कर दिए हैं और स्थिति पर लगातार नजर रखी जा रही है। जिला प्रशासन ने लोगों से सतर्क रहने की अपील की है तथा आवश्यक सहायता उपलब्ध कराने के निर्देश दिए गए हैं। इस संबंध में विभाग ने विस्तृत रिपोर्ट तैयार कर केंद्र को भेज दी है और आगे की कार्रवाई के लिए समिति का गठन किया गया है। (466, 124, 664, 206)
programme-table (507, 394, 663, 441)
apsc-para-2: No admission letter to the candidates shall be sent separately by post. The candidates are advised to visit the Commission's Official website (www.apsc.nic.in) on 28-07-2026. The updated e-Admission Certificate shall be uploaded on 17-09-2026 in the aforementioned website. Candidates shall have to download their own e-Admission Certificate from the aforesaid website. (507, 443, 663, 477)
masthead-rule (4, 27, 666, 29)
table-cell-subject: Engineering (Civil / Mechanical / Chemical) (Paper -II) (607, 418, 662, 440)
bottom-col-4 (505, 784, 667, 1020)
bottom-col-3 (338, 784, 498, 1020)
table-header-cell: Date & Day (550, 394, 580, 402)
table-header-row (508, 394, 663, 402)
table-cell-time: 10:00 AM to 12:00 Noon (579, 402, 607, 418)
reeva-headline: रीवा में बाढ़ सड़क... (383, 831, 453, 841)
bhutan-body: गुवाहाटी ( हिंस ) : नई दिल्ली में आयोजित बैठक में अधिकारियों ने बताया कि राज्य सरकार ने प्रभावित क्षेत्रों में राहत कार्य तेज कर दिए हैं और स्थिति पर लगातार नजर रखी जा रही है। जिला प्रशासन ने लोगों से सतर्क रहने की अपील की है तथा आवश्यक सहायता उपलब्ध कराने के निर्देश दिए गए हैं। इस संबंध में विभाग ने विस्तृत रिपोर्ट तैयार कर केंद्र को भेज दी है और आगे की कार्रवाई के लिए समिति का गठन किया गया है। नई दिल्ली में आयोजित बैठक में अधिकारियों ने बताया कि राज्य सरकार ने प्रभावित क्षेत्रों में राहत कार्य तेज कर दिए हैं और स्थिति पर लगातार नजर रखी जा रही है। जिला प्रशासन ने लोगों से सतर्क रहने की अपील की है तथा आवश्यक सहायता उपलब्ध कराने के निर्देश दिए गए हैं। इस संबंध में विभाग ने विस्तृत रिपोर्ट तैयार कर केंद्र को भेज दी है और आगे की कार्रवाई के लिए समिति का गठन किया गया है। नई दिल्ली में आयोजित बैठक में अधिकारियों ने बताया कि राज्य सरकार ने प्रभावित क्षेत्रों में राहत कार्य तेज कर दिए हैं और स्थिति पर लगातार नजर रखी जा रही है। जिला प्रशासन ने लोगों से सतर्क रहने की अपील की है तथा आवश्यक सहायता उपलब्ध कराने के निर्देश दिए गए हैं। इस संबंध में विभाग ने विस्तृत रिपोर्ट तैयार कर केंद्र को भेज दी है और आगे की कार्रवाई के लिए समिति का गठन किया गया है। (4, 176, 94, 254)
gdp-headline: जीडीपी के आंकड़ों में खेल कर रही सरकार : जयराम (142, 300, 382, 315)
ashram-sub-body: नई दिल्ली में आयोजित बैठक में अधिकारियों ने बताया कि राज्य सरकार ने प्रभावित क्षेत्रों में राहत कार्य तेज कर दिए हैं और स्थिति पर लगातार नजर रखी जा रही है। जिला प्रशासन ने लोगों से सतर्क रहने की अपील की है तथा आवश्यक सहायता उपलब्ध कराने के निर्देश दिए गए हैं। इस संबंध में विभाग ने विस्तृत रिपोर्ट तैयार कर केंद्र को भेज दी है और आगे की कार्रवाई के लिए समिति का गठन किया गया है। नई दिल्ली में आयोजित बैठक में अधिकारियों ने बताया कि राज्य सरकार ने प्रभावित क्षेत्रों में राहत कार्य तेज कर दिए हैं और स्थिति पर लगातार नजर रखी जा रही है। जिला प्रशासन ने लोगों से सतर्क रहने की अपील की है तथा आवश्यक सहायता उपलब्ध कराने के निर्देश दिए गए हैं। इस संबंध में विभाग ने विस्तृत रिपोर्ट तैयार कर केंद्र को भेज दी है और आगे की कार्रवाई के लिए समिति का गठन किया गया है। नई दिल्ली में आयोजित बैठक में अधिकारियों ने बताया कि राज्य सरकार ने प्रभावित क्षेत्रों में राहत कार्य तेज कर दिए हैं और स्थिति पर लगातार नजर रखी जा रही है। जिला प्रशासन ने लोगों से सतर्क रहने की अपील की है तथा आवश्यक सहायता उपलब्ध कराने के निर्देश दिए गए हैं। इस संबंध में विभाग ने विस्तृत रिपोर्ट तैयार कर केंद्र को भेज दी है और आगे की कार्रवाई के लिए समिति का गठन किया गया है। (4, 868, 164, 911)
bhutan-headline: भूटान से आने वाले पानी से किसानों को मिलेगा सिंचाई का लाभ : पीयूष (4, 118, 88, 150)
section-rule (100, 292, 666, 293)
reeva-body: नई दिल्ली में आयोजित बैठक में अधिकारियों ने बताया कि राज्य सरकार ने प्रभावित क्षेत्रों में राहत कार्य तेज कर दिए हैं और स्थिति पर लगातार नजर रखी जा रही है। जिला प्रशासन ने लोगों से सतर्क रहने की अपील की है तथा आवश्यक सहायता उपलब्ध कराने के निर्देश दिए गए हैं। इस संबंध में विभाग ने विस्तृत रिपोर्ट तैयार कर केंद्र को भेज दी है और आगे की कार्रवाई के लिए समिति का गठन किया गया है। नई दिल्ली में आयोजित बैठक में अधिकारियों ने बताया कि राज्य सरकार ने प्रभावित क्षेत्रों में राहत कार्य तेज कर दिए हैं और स्थिति पर लगातार नजर रखी जा रही है। जिला प्रशासन ने लोगों से सतर्क रहने की अपील की है तथा आवश्यक सहायता उपलब्ध कराने के निर्देश दिए गए हैं। इस संबंध में विभाग ने विस्तृत रिपोर्ट तैयार कर केंद्र को भेज दी है और आगे की कार्रवाई के लिए समिति का गठन किया गया है। नई दिल्ली में आयोजित बैठक में अधिकारियों ने बताया कि राज्य सरकार ने प्रभावित क्षेत्रों में राहत कार्य तेज कर दिए हैं और स्थिति पर लगातार नजर रखी जा रही है। जिला प्रशासन ने लोगों से सतर्क रहने की अपील की है तथा आवश्यक सहायता उपलब्ध कराने के निर्देश दिए गए हैं। इस संबंध में विभाग ने विस्तृत रिपोर्ट तैयार कर केंद्र को भेज दी है और आगे की कार्रवाई के लिए समिति का गठन किया गया है। (338, 841, 498, 884)
nepal-headline: 7,570 निजी घर तबाह, 30 अरब की सड़क संरचना ध्वस्त (130, 82, 430, 139)
apsc-emblem-icon (533, 302, 547, 318)
silchar-subhead: आंध प्रदेश में मलेरिया की ... (540, 938, 632, 948)
classified-phone-1: 97070-14771 (15, 75, 83, 85)
naye-subhead-2: सभी राज्य जनों ... (220, 969, 282, 979)
page-number: 2 (4, 4, 26, 26)
naye-sub-body: नई दिल्ली में आयोजित बैठक में अधिकारियों ने बताया कि राज्य सरकार ने प्रभावित क्षेत्रों में राहत कार्य तेज कर दिए हैं और स्थिति पर लगातार नजर रखी जा रही है। जिला प्रशासन ने लोगों से सतर्क रहने की अपील की है तथा आवश्यक सहायता उपलब्ध कराने के निर्देश दिए गए हैं। इस संबंध में विभाग ने विस्तृत रिपोर्ट तैयार कर केंद्र को भेज दी है और आगे की कार्रवाई के लिए समिति का गठन किया गया है। नई दिल्ली में आयोजित बैठक में अधिकारियों ने बताया कि राज्य सरकार ने प्रभावित क्षेत्रों में राहत कार्य तेज कर दिए हैं और स्थिति पर लगातार नजर रखी जा रही है। जिला प्रशासन ने लोगों से सतर्क रहने की अपील की है तथा आवश्यक सहायता उपलब्ध कराने के निर्देश दिए गए हैं। इस संबंध में विभाग ने विस्तृत रिपोर्ट तैयार कर केंद्र को भेज दी है और आगे की कार्रवाई के लिए समिति का गठन किया गया है। (171, 908, 331, 938)
apsc-para-3: The Commission would like to clarify that the Commission reserves the right to cancel the candidature of any candidate on verification of their application form at any time or stage even after the Screening Test, if it is found that they do not fulfill any of the eligibility criteria/conditions as per terms of the aforementioned advertisement. (507, 479, 663, 507)
ashram-body: नई दिल्ली में आयोजित बैठक में अधिकारियों ने बताया कि राज्य सरकार ने प्रभावित क्षेत्रों में राहत कार्य तेज कर दिए हैं और स्थिति पर लगातार नजर रखी जा रही है। जिला प्रशासन ने लोगों से सतर्क रहने की अपील की है तथा आवश्यक सहायता उपलब्ध कराने के निर्देश दिए गए हैं। इस संबंध में विभाग ने विस्तृत रिपोर्ट तैयार कर केंद्र को भेज दी है और आगे की कार्रवाई के लिए समिति का गठन किया गया है। नई दिल्ली में आयोजित बैठक में अधिकारियों ने बताया कि राज्य सरकार ने प्रभावित क्षेत्रों में राहत कार्य तेज कर दिए हैं और स्थिति पर लगातार नजर रखी जा रही है। जिला प्रशासन ने लोगों से सतर्क रहने की अपील की है तथा आवश्यक सहायता उपलब्ध कराने के निर्देश दिए गए हैं। इस संबंध में विभाग ने विस्तृत रिपोर्ट तैयार कर केंद्र को भेज दी है और आगे की कार्रवाई के लिए समिति का गठन किया गया है। (4, 797, 164, 827)
col4-top-body: नई दिल्ली में आयोजित बैठक में अधिकारियों ने बताया कि राज्य सरकार ने प्रभावित क्षेत्रों में राहत कार्य तेज कर दिए हैं और स्थिति पर लगातार नजर रखी जा रही है। जिला प्रशासन ने लोगों से सतर्क रहने की अपील की है तथा आवश्यक सहायता उपलब्ध कराने के निर्देश दिए गए हैं। इस संबंध में विभाग ने विस्तृत रिपोर्ट तैयार कर केंद्र को भेज दी है और आगे की कार्रवाई के लिए समिति का गठन किया गया है। नई दिल्ली में आयोजित बैठक में अधिकारियों ने बताया कि राज्य सरकार ने प्रभावित क्षेत्रों में राहत कार्य तेज कर दिए हैं और स्थिति पर लगातार नजर रखी जा रही है। जिला प्रशासन ने लोगों से सतर्क रहने की अपील की है तथा आवश्यक सहायता उपलब्ध कराने के निर्देश दिए गए हैं। इस संबंध में विभाग ने विस्तृत रिपोर्ट तैयार कर केंद्र को भेज दी है और आगे की कार्रवाई के लिए समिति का गठन किया गया है। नई दिल्ली में आयोजित बैठक में अधिकारियों ने बताया कि राज्य सरकार ने प्रभावित क्षेत्रों में राहत कार्य तेज कर दिए हैं और स्थिति पर लगातार नजर रखी जा रही है। जिला प्रशासन ने लोगों से सतर्क रहने की अपील की है तथा आवश्यक सहायता उपलब्ध कराने के निर्देश दिए गए हैं। इस संबंध में विभाग ने विस्तृत रिपोर्ट तैयार कर केंद्र को भेज दी है और आगे की कार्रवाई के लिए समिति का गठन किया गया है। (505, 784, 667, 827)
reeva-sub-body: नई दिल्ली में आयोजित बैठक में अधिकारियों ने बताया कि राज्य सरकार ने प्रभावित क्षेत्रों में राहत कार्य तेज कर दिए हैं और स्थिति पर लगातार नजर रखी जा रही है। जिला प्रशासन ने लोगों से सतर्क रहने की अपील की है तथा आवश्यक सहायता उपलब्ध कराने के निर्देश दिए गए हैं। इस संबंध में विभाग ने विस्तृत रिपोर्ट तैयार कर केंद्र को भेज दी है और आगे की कार्रवाई के लिए समिति का गठन किया गया है। नई दिल्ली में आयोजित बैठक में अधिकारियों ने बताया कि राज्य सरकार ने प्रभावित क्षेत्रों में राहत कार्य तेज कर दिए हैं और स्थिति पर लगातार नजर रखी जा रही है। जिला प्रशासन ने लोगों से सतर्क रहने की अपील की है तथा आवश्यक सहायता उपलब्ध कराने के निर्देश दिए गए हैं। इस संबंध में विभाग ने विस्तृत रिपोर्ट तैयार कर केंद्र को भेज दी है और आगे की कार्रवाई के लिए समिति का गठन किया गया है। (338, 922, 498, 952)
classified-title: CLASSIFIED (5, 33, 93, 45)
sonapur-body: गुवाहाटी ( हिंस ) : नई दिल्ली में आयोजित बैठक में अधिकारियों ने बताया कि राज्य सरकार ने प्रभावित क्षेत्रों में राहत कार्य तेज कर दिए हैं और स्थिति पर लगातार नजर रखी जा रही है। जिला प्रशासन ने लोगों से सतर्क रहने की अपील की है तथा आवश्यक सहायता उपलब्ध कराने के निर्देश दिए गए हैं। इस संबंध में विभाग ने विस्तृत रिपोर्ट तैयार कर केंद्र को भेज दी है और आगे की कार्रवाई के लिए समिति का गठन किया गया है। नई दिल्ली में आयोजित बैठक में अधिकारियों ने बताया कि राज्य सरकार ने प्रभावित क्षेत्रों में राहत कार्य तेज कर दिए हैं और स्थिति पर लगातार नजर रखी जा रही है। जिला प्रशासन ने लोगों से सतर्क रहने की अपील की है तथा आवश्यक सहायता उपलब्ध कराने के निर्देश दिए गए हैं। इस संबंध में विभाग ने विस्तृत रिपोर्ट तैयार कर केंद्र को भेज दी है और आगे की कार्रवाई के लिए समिति का गठन किया गया है। नई दिल्ली में आयोजित बैठक में अधिकारियों ने बताया कि राज्य सरकार ने प्रभावित क्षेत्रों में राहत कार्य तेज कर दिए हैं और स्थिति पर लगातार नजर रखी जा रही है। जिला प्रशासन ने लोगों से सतर्क रहने की अपील की है तथा आवश्यक सहायता उपलब्ध कराने के निर्देश दिए गए हैं। इस संबंध में विभाग ने विस्तृत रिपोर्ट तैयार कर केंद्र को भेज दी है और आगे की कार्रवाई के लिए समिति का गठन किया गया है। नई दिल्ली में आयोजित बैठक में अधिकारियों ने बताया कि राज्य सरकार ने प्रभावित क्षेत्रों में राहत कार्य तेज कर दिए हैं और स्थिति पर लगातार नजर रखी जा रही है। जिला प्रशासन ने लोगों से सतर्क रहने की अपील की है तथा आवश्यक सहायता उपलब्ध कराने के निर्देश दिए गए हैं। इस संबंध में विभाग ने विस्तृत रिपोर्ट तैयार कर केंद्र को भेज दी है और आगे की कार्रवाई के लिए समिति का गठन किया गया है। (428, 598, 498, 731)
column-divider (334, 784, 335, 1020)
gdp-body: नई दिल्ली ( हिंस ) : नई दिल्ली में आयोजित बैठक में अधिकारियों ने बताया कि राज्य सरकार ने प्रभावित क्षेत्रों में राहत कार्य तेज कर दिए हैं और स्थिति पर लगातार नजर रखी जा रही है। जिला प्रशासन ने लोगों से सतर्क रहने की अपील की है तथा आवश्यक सहायता उपलब्ध कराने के निर्देश दिए गए हैं। इस संबंध में विभाग ने विस्तृत रिपोर्ट तैयार कर केंद्र को भेज दी है और आगे की कार्रवाई के लिए समिति का गठन किया गया है। नई दिल्ली में आयोजित बैठक में अधिकारियों ने बताया कि राज्य सरकार ने प्रभावित क्षेत्रों में राहत कार्य तेज कर दिए हैं और स्थिति पर लगातार नजर रखी जा रही है। जिला प्रशासन ने लोगों से सतर्क रहने की अपील की है तथा आवश्यक सहायता उपलब्ध कराने के निर्देश दिए गए हैं। इस संबंध में विभाग ने विस्तृत रिपोर्ट तैयार कर केंद्र को भेज दी है और आगे की कार्रवाई के लिए समिति का गठन किया गया है। नई दिल्ली में आयोजित बैठक में अधिकारियों ने बताया कि राज्य सरकार ने प्रभावित क्षेत्रों में राहत कार्य तेज कर दिए हैं और स्थिति पर लगातार नजर रखी जा रही है। जिला प्रशासन ने लोगों से सतर्क रहने की अपील की है तथा आवश्यक सहायता उपलब्ध कराने के निर्देश दिए गए हैं। इस संबंध में विभाग ने विस्तृत रिपोर्ट तैयार कर केंद्र को भेज दी है और आगे की कार्रवाई के लिए समिति का गठन किया गया है। नई दिल्ली में आयोजित बैठक में अधिकारियों ने बताया कि राज्य सरकार ने प्रभावित क्षेत्रों में राहत कार्य तेज कर दिए हैं और स्थिति पर लगातार नजर रखी जा रही है। जिला प्रशासन ने लोगों से सतर्क रहने की अपील की है तथा आवश्यक सहायता उपलब्ध कराने के निर्देश दिए गए हैं। इस संबंध में विभाग ने विस्तृत रिपोर्ट तैयार कर केंद्र को भेज दी है और आगे की कार्रवाई के लिए समिति का गठन किया गया है। नई दिल्ली में आयोजित बैठक में अधिकारियों ने बताया कि राज्य सरकार ने प्रभावित क्षेत्रों में राहत कार्य तेज कर दिए हैं और स्थिति पर लगातार नजर रखी जा रही है। जिला प्रशासन ने लोगों से सतर्क रहने की अपील की है तथा आवश्यक सहायता उपलब्ध कराने के निर्देश दिए गए हैं। इस संबंध में विभाग ने विस्तृत रिपोर्ट तैयार कर केंद्र को भेज दी है और आगे की कार्रवाई के लिए समिति का गठन किया गया है। (104, 320, 422, 359)
bottom-col-1 (4, 784, 164, 1020)
apsc-org-name: ASSAM PUBLIC SERVICE COMMISSION (527, 319, 643, 325)
sonapur-headline: सोनापुर हादसे में मारे गए लोगों के परिजनों को सात सात लाख रुपए की सहायता (431, 543, 495, 583)
masthead-date: गुरुवार, 3 सितंबर, 2026 (575, 12, 662, 22)
rahul-headline: राहुल गांधी की ब्रिटिश नागरिकता का दावा कोर्ट में फेल, याचिका खारिज (466, 52, 663, 82)
section-bottom-rule (4, 779, 666, 780)
section-top-rule (4, 758, 666, 759)
naye-headline: नए जोन को अंतिम ... (213, 787, 289, 797)
apsc-programme-title: PROGRAMME OF SCREENING TEST (541, 385, 629, 392)
section-title: पृष्ठ एक का शेष (303, 763, 367, 776)
column-divider (459, 32, 460, 290)
anna-headline: अन्ना हजारे की सेहत में सुधार (11, 332, 87, 354)
bottom-col-2 (171, 784, 331, 1020)
